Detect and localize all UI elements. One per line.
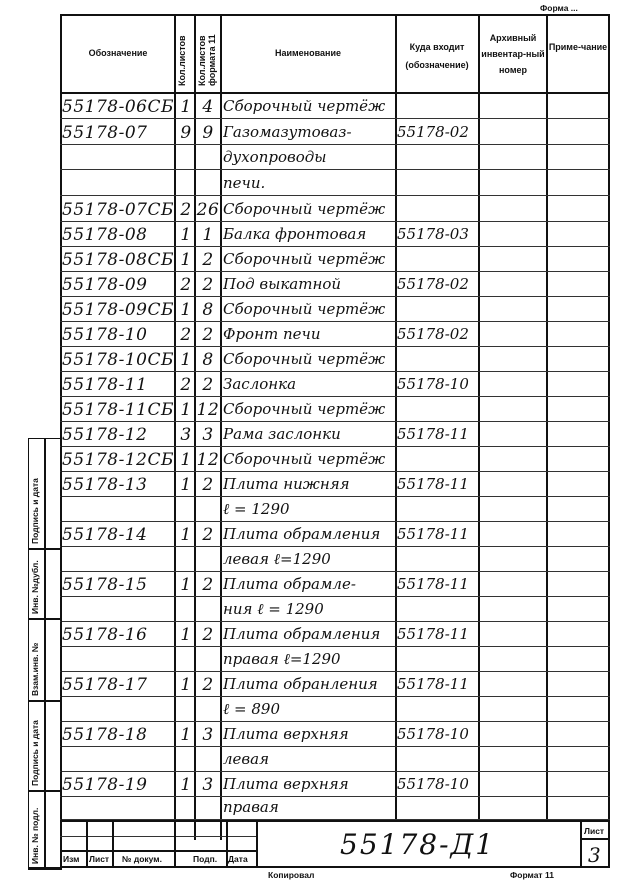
tb-col-6 bbox=[580, 820, 582, 868]
table-row bbox=[60, 447, 610, 472]
cell-count: 1 bbox=[180, 525, 192, 545]
header-name: Наименование bbox=[274, 48, 342, 58]
cell-count: 1 bbox=[180, 625, 192, 645]
table-row bbox=[60, 472, 610, 497]
table-row bbox=[60, 272, 610, 297]
cell-format: 3 bbox=[202, 725, 214, 745]
cell-count: 1 bbox=[180, 725, 192, 745]
table-row bbox=[60, 747, 610, 772]
cell-count: 1 bbox=[180, 350, 192, 370]
table-row bbox=[60, 572, 610, 597]
cell-count: 1 bbox=[180, 450, 192, 470]
cell-count: 1 bbox=[180, 97, 192, 117]
cell-count: 2 bbox=[180, 275, 192, 295]
side-strip-divider bbox=[44, 438, 46, 868]
tb-col-2 bbox=[112, 820, 114, 868]
cell-format: 2 bbox=[202, 475, 214, 495]
cell-count: 9 bbox=[180, 123, 192, 143]
header-sheets-format: Кол.листов формата 11 bbox=[197, 34, 217, 86]
header-sheets-count: Кол.листов bbox=[177, 35, 187, 86]
cell-format: 8 bbox=[202, 350, 214, 370]
side-divider bbox=[28, 868, 62, 870]
cell-designation: 55178-18 bbox=[62, 725, 148, 745]
cell-used-in: 55178-11 bbox=[397, 425, 469, 443]
cell-used-in: 55178-11 bbox=[397, 625, 469, 643]
cell-name: Сборочный чертёж bbox=[223, 400, 386, 418]
cell-designation: 55178-11СБ bbox=[62, 400, 174, 420]
cell-format: 26 bbox=[196, 200, 220, 220]
table-row bbox=[60, 547, 610, 572]
cell-designation: 55178-09СБ bbox=[62, 300, 174, 320]
cell-name: Сборочный чертёж bbox=[223, 200, 386, 218]
cell-name: Плита обрамления bbox=[223, 525, 381, 543]
cell-designation: 55178-07 bbox=[62, 123, 148, 143]
cell-count: 1 bbox=[180, 400, 192, 420]
cell-name: печи. bbox=[223, 174, 266, 192]
cell-format: 12 bbox=[196, 400, 220, 420]
cell-name: ния ℓ = 1290 bbox=[223, 600, 324, 618]
cell-name: ℓ = 890 bbox=[223, 700, 280, 718]
cell-count: 1 bbox=[180, 775, 192, 795]
table-row bbox=[60, 647, 610, 672]
cell-designation: 55178-12СБ bbox=[62, 450, 174, 470]
table-row bbox=[60, 94, 610, 119]
cell-count: 1 bbox=[180, 575, 192, 595]
table-row bbox=[60, 145, 610, 170]
table-row bbox=[60, 196, 610, 222]
cell-name: Газомазутоваз- bbox=[223, 123, 352, 141]
table-row bbox=[60, 497, 610, 522]
cell-format: 2 bbox=[202, 625, 214, 645]
table-row bbox=[60, 347, 610, 372]
cell-count: 1 bbox=[180, 475, 192, 495]
cell-name: Рама заслонки bbox=[223, 425, 341, 443]
cell-name: Сборочный чертёж bbox=[223, 250, 386, 268]
side-label: Подпись и дата bbox=[30, 478, 40, 544]
header-note: Приме-чание bbox=[548, 42, 608, 52]
tb-col-5 bbox=[256, 820, 258, 868]
tb-date-label: Дата bbox=[228, 854, 248, 864]
cell-format: 1 bbox=[202, 225, 214, 245]
cell-name: правая bbox=[223, 798, 279, 816]
tb-col-3 bbox=[174, 820, 176, 868]
cell-used-in: 55178-11 bbox=[397, 475, 469, 493]
side-label: Инв. №дубл. bbox=[30, 560, 40, 614]
cell-designation: 55178-14 bbox=[62, 525, 148, 545]
table-row bbox=[60, 247, 610, 272]
cell-designation: 55178-12 bbox=[62, 425, 148, 445]
cell-used-in: 55178-02 bbox=[397, 325, 469, 343]
side-label: Взам.инв. № bbox=[30, 642, 40, 696]
cell-used-in: 55178-02 bbox=[397, 275, 469, 293]
cell-designation: 55178-08СБ bbox=[62, 250, 174, 270]
table-row bbox=[60, 522, 610, 547]
cell-count: 2 bbox=[180, 200, 192, 220]
tb-sheet-divider bbox=[580, 838, 610, 840]
table-row bbox=[60, 597, 610, 622]
document-code: 55178-Д1 bbox=[340, 828, 496, 861]
side-divider bbox=[28, 618, 62, 620]
cell-designation: 55178-11 bbox=[62, 375, 148, 395]
cell-name: Плита обрамле- bbox=[223, 575, 356, 593]
cell-name: Плита верхняя bbox=[223, 775, 349, 793]
cell-designation: 55178-06СБ bbox=[62, 97, 174, 117]
cell-format: 2 bbox=[202, 675, 214, 695]
cell-count: 1 bbox=[180, 300, 192, 320]
side-divider bbox=[28, 790, 62, 792]
cell-count: 2 bbox=[180, 325, 192, 345]
cell-name: Сборочный чертёж bbox=[223, 350, 386, 368]
footer-format: Формат 11 bbox=[510, 870, 554, 880]
side-divider bbox=[28, 700, 62, 702]
header-designation: Обозначение bbox=[88, 48, 148, 58]
cell-format: 3 bbox=[202, 775, 214, 795]
cell-used-in: 55178-10 bbox=[397, 775, 469, 793]
cell-used-in: 55178-11 bbox=[397, 525, 469, 543]
table-row bbox=[60, 297, 610, 322]
tb-doc-label: № докум. bbox=[122, 854, 162, 864]
tb-sign-label: Подп. bbox=[193, 854, 218, 864]
table-row bbox=[60, 697, 610, 722]
table-row bbox=[60, 397, 610, 422]
cell-name: Плита нижняя bbox=[223, 475, 350, 493]
cell-used-in: 55178-02 bbox=[397, 123, 469, 141]
sheet-number: 3 bbox=[588, 843, 601, 867]
table-row bbox=[60, 372, 610, 397]
cell-used-in: 55178-03 bbox=[397, 225, 469, 243]
cell-name: ℓ = 1290 bbox=[223, 500, 290, 518]
cell-name: Плита обранления bbox=[223, 675, 378, 693]
table-row bbox=[60, 722, 610, 747]
cell-count: 1 bbox=[180, 250, 192, 270]
sheet-label: Лист bbox=[584, 826, 605, 836]
cell-designation: 55178-16 bbox=[62, 625, 148, 645]
footer-copied: Копировал bbox=[268, 870, 315, 880]
table-row bbox=[60, 222, 610, 247]
cell-name: Плита обрамления bbox=[223, 625, 381, 643]
form-label: Форма ... bbox=[540, 3, 578, 13]
table-row bbox=[60, 170, 610, 196]
cell-format: 2 bbox=[202, 275, 214, 295]
cell-designation: 55178-10СБ bbox=[62, 350, 174, 370]
cell-designation: 55178-10 bbox=[62, 325, 148, 345]
cell-count: 2 bbox=[180, 375, 192, 395]
cell-format: 3 bbox=[202, 425, 214, 445]
cell-designation: 55178-08 bbox=[62, 225, 148, 245]
cell-designation: 55178-09 bbox=[62, 275, 148, 295]
cell-format: 2 bbox=[202, 375, 214, 395]
header-used-in: Куда входит (обозначение) bbox=[405, 42, 469, 70]
cell-name: Плита верхняя bbox=[223, 725, 349, 743]
cell-format: 2 bbox=[202, 525, 214, 545]
cell-used-in: 55178-11 bbox=[397, 575, 469, 593]
cell-format: 2 bbox=[202, 250, 214, 270]
tb-list-label: Лист bbox=[89, 854, 110, 864]
tb-izm-label: Изм bbox=[63, 854, 80, 864]
cell-designation: 55178-13 bbox=[62, 475, 148, 495]
tb-col-1 bbox=[86, 820, 88, 868]
header-archive: Архивный инвентар-ный номер bbox=[481, 33, 545, 75]
cell-name: Под выкатной bbox=[223, 275, 342, 293]
table-row bbox=[60, 322, 610, 347]
table-row bbox=[60, 797, 610, 820]
cell-designation: 55178-17 bbox=[62, 675, 148, 695]
cell-count: 1 bbox=[180, 675, 192, 695]
cell-format: 2 bbox=[202, 575, 214, 595]
cell-designation: 55178-07СБ bbox=[62, 200, 174, 220]
cell-used-in: 55178-10 bbox=[397, 725, 469, 743]
table-row bbox=[60, 772, 610, 797]
cell-designation: 55178-15 bbox=[62, 575, 148, 595]
cell-format: 8 bbox=[202, 300, 214, 320]
cell-used-in: 55178-10 bbox=[397, 375, 469, 393]
cell-used-in: 55178-11 bbox=[397, 675, 469, 693]
cell-name: Сборочный чертёж bbox=[223, 300, 386, 318]
cell-name: Фронт печи bbox=[223, 325, 321, 343]
cell-format: 2 bbox=[202, 325, 214, 345]
cell-name: правая ℓ=1290 bbox=[223, 650, 341, 668]
cell-name: левая bbox=[223, 750, 270, 768]
table-row bbox=[60, 672, 610, 697]
table-row bbox=[60, 622, 610, 647]
cell-name: духопроводы bbox=[223, 148, 327, 166]
side-label: Подпись и дата bbox=[30, 720, 40, 786]
table-row bbox=[60, 119, 610, 145]
cell-count: 3 bbox=[180, 425, 192, 445]
cell-name: Сборочный чертёж bbox=[223, 450, 386, 468]
cell-count: 1 bbox=[180, 225, 192, 245]
cell-name: левая ℓ=1290 bbox=[223, 550, 331, 568]
side-label: Инв. № подл. bbox=[30, 807, 40, 864]
side-divider bbox=[28, 548, 62, 550]
title-block-top bbox=[60, 820, 610, 822]
cell-format: 4 bbox=[202, 97, 214, 117]
cell-name: Сборочный чертёж bbox=[223, 97, 386, 115]
cell-format: 12 bbox=[196, 450, 220, 470]
table-row bbox=[60, 422, 610, 447]
cell-name: Балка фронтовая bbox=[223, 225, 367, 243]
cell-name: Заслонка bbox=[223, 375, 297, 393]
cell-format: 9 bbox=[202, 123, 214, 143]
cell-designation: 55178-19 bbox=[62, 775, 148, 795]
